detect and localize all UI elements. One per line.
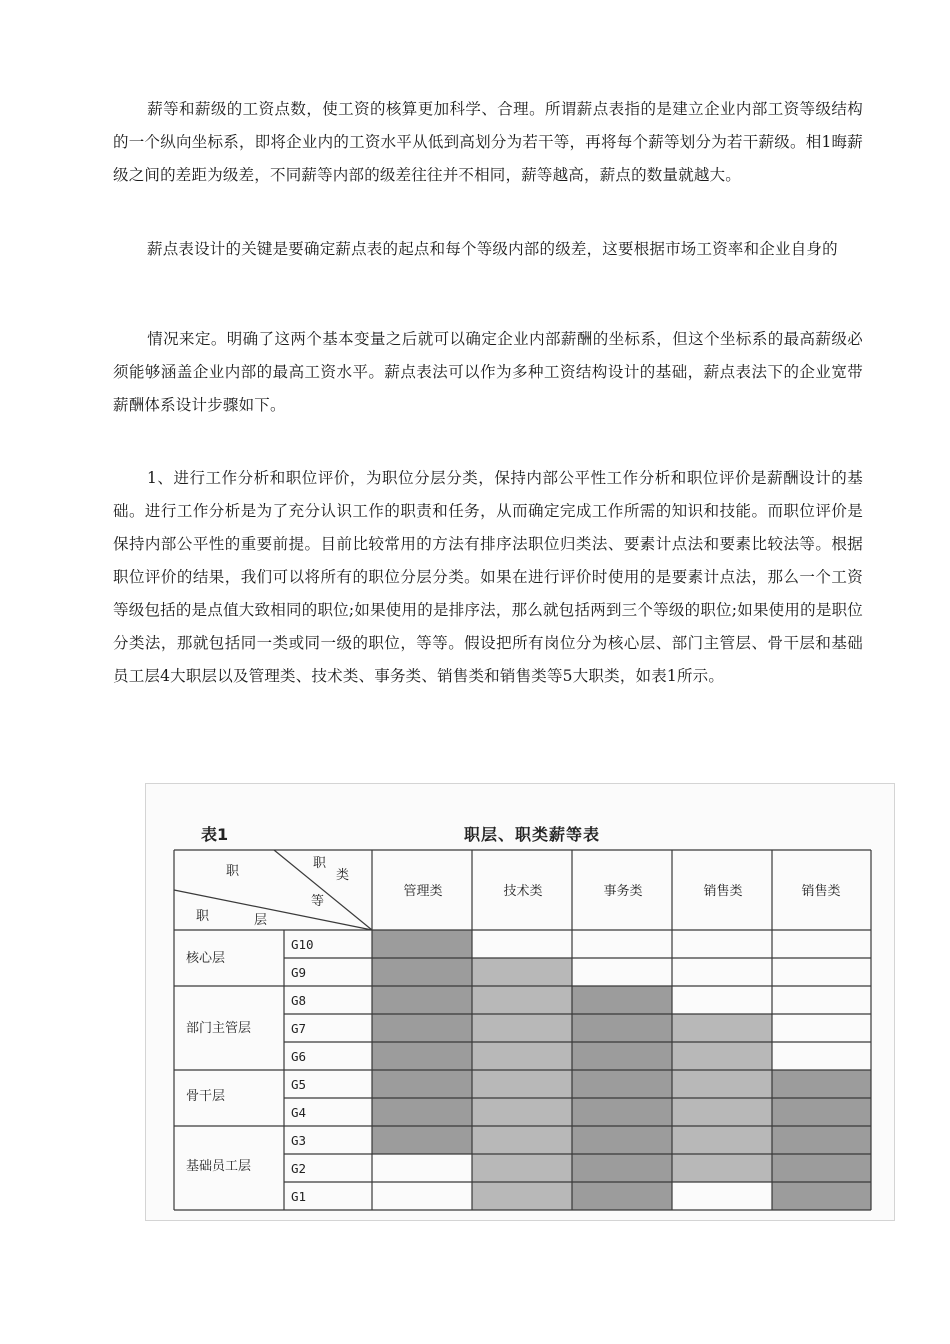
header-diag-bottom-right: 层 — [254, 913, 268, 928]
grade-g4: G4 — [291, 1105, 307, 1120]
header-diag-top-left: 职 — [226, 864, 240, 879]
grade-g10: G10 — [291, 937, 314, 952]
category-header-1: 管理类 — [403, 884, 443, 899]
category-header-4: 销售类 — [703, 884, 743, 899]
table-title: 职层、职类薪等表 — [464, 825, 601, 844]
category-header-5: 销售类 — [801, 884, 841, 899]
grade-range-bar-2 — [472, 958, 572, 1210]
salary-grade-table-figure — [145, 783, 895, 1221]
grade-g2: G2 — [291, 1161, 307, 1176]
header-diag-bottom-left: 职 — [196, 909, 210, 924]
grade-g8: G8 — [291, 993, 307, 1008]
salary-grade-table — [146, 784, 894, 1220]
header-diag-top-right: 类 — [336, 868, 350, 883]
grade-g5: G5 — [291, 1077, 307, 1092]
header-diag-mid: 等 — [311, 894, 325, 909]
layer-dept-manager: 部门主管层 — [186, 1021, 252, 1036]
paragraph-3: 情况来定。明确了这两个基本变量之后就可以确定企业内部薪酬的坐标系，但这个坐标系的最高薪级必须能够涵盖企业内部的最高工资水平。薪点表法可以作为多种工资结构设计的基础，薪点表法下的企业宽带薪酬体系设计步骤如下。 — [113, 330, 863, 414]
category-header-3: 事务类 — [603, 884, 643, 899]
header-diag-top-right2: 职 — [313, 856, 327, 871]
layer-base-staff: 基础员工层 — [186, 1159, 252, 1174]
table-label: 表1 — [201, 825, 229, 844]
grade-g7: G7 — [291, 1021, 307, 1036]
paragraph-1: 薪等和薪级的工资点数，使工资的核算更加科学、合理。所谓薪点表指的是建立企业内部工资等级结构的一个纵向坐标系，即将企业内的工资水平从低到高划分为若干等，再将每个薪等划分为若干薪级。相1晦薪级之间的差距为级差，不同薪等内部的级差往往并不相同，薪等越高，薪点的数量就越大。 — [113, 100, 863, 184]
grade-g1: G1 — [291, 1189, 307, 1204]
grade-g9: G9 — [291, 965, 307, 980]
paragraph-4: 1、进行工作分析和职位评价，为职位分层分类，保持内部公平性工作分析和职位评价是薪酬设计的基础。进行工作分析是为了充分认识工作的职责和任务，从而确定完成工作所需的知识和技能。而职位评价是保持内部公平性的重要前提。目前比较常用的方法有排序法职位归类法、要素计点法和要素比较法等。根据职位评价的结果，我们可以将所有的职位分层分类。如果在进行评价时使用的是要素计点法，那么一个工资等级包括的是点值大致相同的职位;如果使用的是排序法，那么就包括两到三个等级的职位;如果使用的是职位分类法，那就包括同一类或同一级的职位，等等。假设把所有岗位分为核心层、部门主管层、骨干层和基础员工层4大职层以及管理类、技术类、事务类、销售类和销售类等5大职类，如表1所示。 — [113, 469, 863, 685]
grade-range-bar-5 — [772, 1070, 871, 1210]
layer-backbone: 骨干层 — [186, 1089, 226, 1104]
category-header-2: 技术类 — [503, 884, 543, 899]
layer-core: 核心层 — [186, 951, 226, 966]
paragraph-2: 薪点表设计的关键是要确定薪点表的起点和每个等级内部的级差，这要根据市场工资率和企业自身的 — [147, 240, 838, 258]
grade-g3: G3 — [291, 1133, 307, 1148]
grade-g6: G6 — [291, 1049, 307, 1064]
